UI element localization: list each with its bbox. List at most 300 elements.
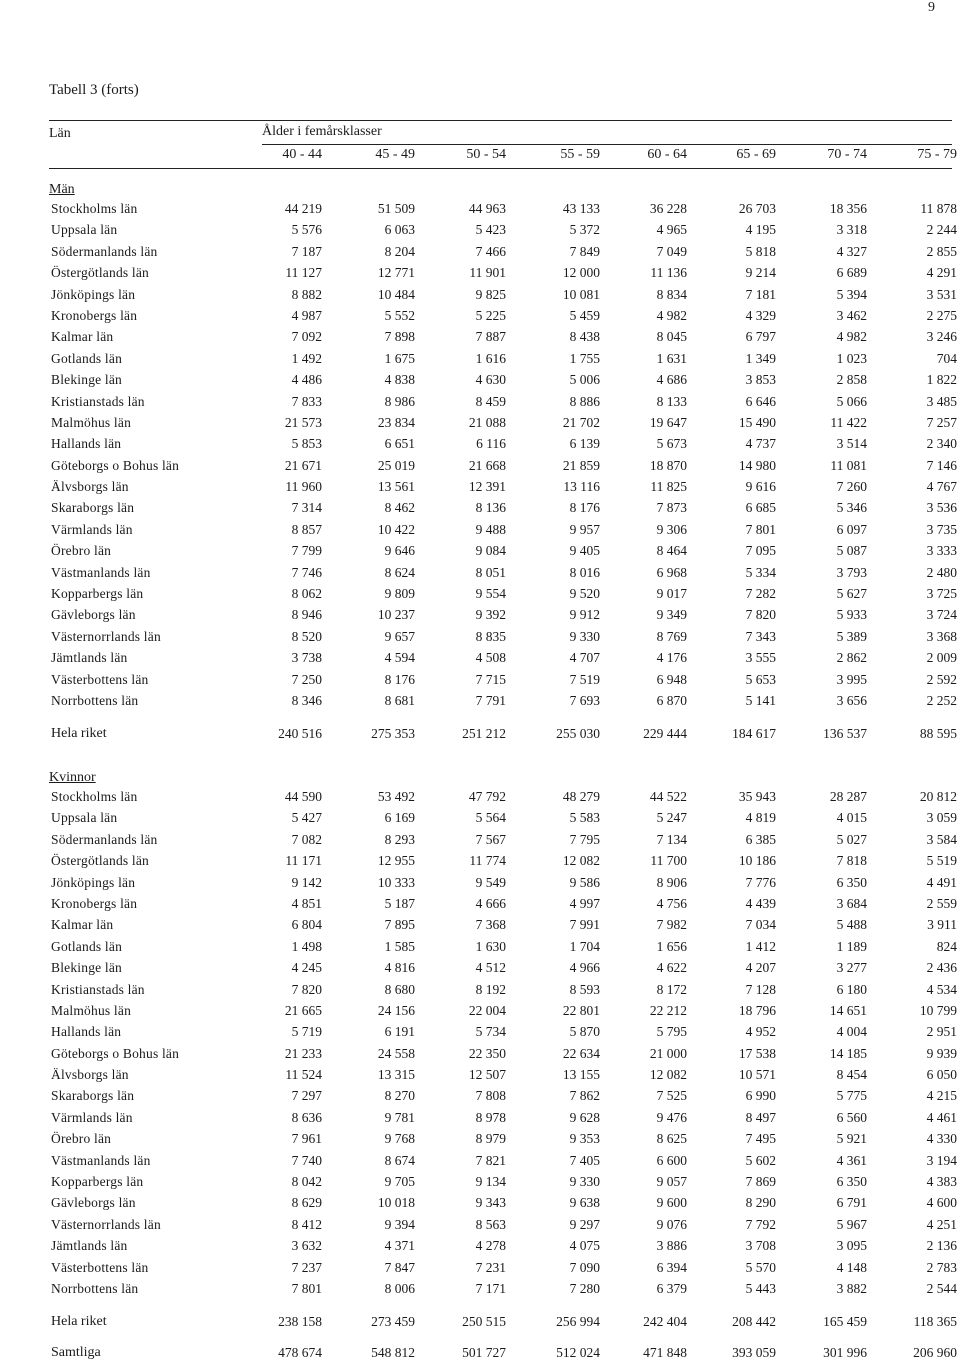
table-cell: 20 812: [919, 789, 957, 804]
table-cell: 2 855: [926, 243, 957, 259]
table-cell: 12 955: [377, 853, 415, 869]
county-name: Norrbottens län: [51, 1280, 139, 1296]
total-cell: 273 459: [371, 1314, 415, 1329]
table-cell: 1 755: [569, 350, 600, 366]
table-cell: 7 405: [569, 1152, 600, 1168]
table-cell: 7 818: [836, 853, 867, 869]
table-cell: 8 136: [475, 500, 506, 516]
table-cell: 4 622: [656, 960, 687, 976]
table-cell: 5 027: [836, 831, 867, 847]
table-cell: 4 075: [569, 1238, 600, 1254]
table-cell: 3 995: [836, 671, 867, 687]
table-cell: 7 092: [291, 329, 322, 345]
table-cell: 11 878: [920, 201, 957, 216]
table-cell: 4 737: [745, 436, 776, 452]
table-cell: 5 570: [745, 1259, 776, 1275]
table-cell: 4 997: [569, 895, 600, 911]
county-name: Västerbottens län: [51, 1259, 149, 1275]
table-row: [0, 586, 960, 607]
table-cell: 4 383: [926, 1174, 957, 1190]
table-cell: 3 536: [926, 500, 957, 516]
table-cell: 8 769: [656, 628, 687, 644]
total-cell: 255 030: [556, 726, 600, 741]
total-cell: 242 404: [643, 1314, 687, 1329]
table-cell: 7 090: [569, 1259, 600, 1275]
table-cell: 7 715: [475, 671, 506, 687]
total-cell: 478 674: [278, 1345, 322, 1360]
table-cell: 8 270: [384, 1088, 415, 1104]
table-row: [0, 308, 960, 329]
section-label-women: Kvinnor: [49, 770, 96, 785]
county-name: Kopparbergs län: [51, 586, 144, 602]
table-row: [0, 1131, 960, 1152]
table-row: [0, 394, 960, 415]
table-cell: 1 822: [926, 372, 957, 388]
table-cell: 8 016: [569, 564, 600, 580]
table-cell: 14 185: [829, 1045, 867, 1061]
county-name: Kristianstads län: [51, 981, 145, 997]
table-cell: 4 666: [475, 895, 506, 911]
table-cell: 9 330: [569, 628, 600, 644]
table-cell: 9 349: [656, 607, 687, 623]
table-cell: 5 795: [656, 1024, 687, 1040]
county-name: Västmanlands län: [51, 564, 151, 580]
age-group-header: 75 - 79: [917, 147, 957, 162]
table-row: [0, 543, 960, 564]
table-cell: 5 967: [836, 1216, 867, 1232]
age-group-header: 45 - 49: [375, 147, 415, 162]
total-cell: 165 459: [823, 1314, 867, 1329]
table-cell: 7 693: [569, 692, 600, 708]
county-name: Östergötlands län: [51, 265, 150, 281]
table-cell: 12 082: [649, 1067, 687, 1083]
table-cell: 9 646: [384, 543, 415, 559]
table-cell: 7 898: [384, 329, 415, 345]
table-cell: 8 204: [384, 243, 415, 259]
table-row: [0, 1260, 960, 1281]
county-name: Uppsala län: [51, 222, 118, 238]
table-cell: 4 278: [475, 1238, 506, 1254]
table-cell: 14 651: [829, 1002, 867, 1018]
table-cell: 5 346: [836, 500, 867, 516]
table-cell: 4 965: [656, 222, 687, 238]
total-cell: 238 158: [278, 1314, 322, 1329]
table-cell: 4 207: [745, 960, 776, 976]
table-cell: 8 290: [745, 1195, 776, 1211]
women-total-row: [0, 1314, 960, 1336]
table-cell: 8 176: [384, 671, 415, 687]
table-cell: 4 461: [926, 1109, 957, 1125]
table-cell: 44 590: [284, 789, 322, 804]
table-row: [0, 415, 960, 436]
table-cell: 7 895: [384, 917, 415, 933]
table-cell: 4 838: [384, 372, 415, 388]
table-cell: 4 966: [569, 960, 600, 976]
county-name: Värmlands län: [51, 521, 133, 537]
table-row: [0, 939, 960, 960]
table-cell: 25 019: [377, 457, 415, 473]
table-cell: 6 063: [384, 222, 415, 238]
table-cell: 1 498: [291, 938, 322, 954]
header-col-lan: Län: [49, 126, 71, 141]
table-cell: 9 017: [656, 586, 687, 602]
table-cell: 9 297: [569, 1216, 600, 1232]
table-cell: 5 653: [745, 671, 776, 687]
table-cell: 53 492: [377, 789, 415, 804]
table-cell: 8 636: [291, 1109, 322, 1125]
table-cell: 5 427: [291, 810, 322, 826]
table-cell: 22 212: [649, 1002, 687, 1018]
table-cell: 22 004: [468, 1002, 506, 1018]
table-cell: 12 000: [562, 265, 600, 281]
table-cell: 5 818: [745, 243, 776, 259]
table-cell: 7 368: [475, 917, 506, 933]
table-cell: 6 646: [745, 393, 776, 409]
total-cell: 251 212: [462, 726, 506, 741]
table-cell: 43 133: [562, 201, 600, 216]
table-cell: 1 630: [475, 938, 506, 954]
table-cell: 2 544: [926, 1280, 957, 1296]
table-row: [0, 1174, 960, 1195]
table-row: [0, 960, 960, 981]
table-cell: 7 187: [291, 243, 322, 259]
table-cell: 1 704: [569, 938, 600, 954]
table-cell: 3 194: [926, 1152, 957, 1168]
table-cell: 7 128: [745, 981, 776, 997]
table-cell: 5 602: [745, 1152, 776, 1168]
table-cell: 5 734: [475, 1024, 506, 1040]
county-name: Älvsborgs län: [51, 479, 129, 495]
table-cell: 8 454: [836, 1067, 867, 1083]
table-cell: 6 169: [384, 810, 415, 826]
county-name: Kronobergs län: [51, 307, 138, 323]
table-row: [0, 853, 960, 874]
table-cell: 22 634: [562, 1045, 600, 1061]
county-name: Blekinge län: [51, 960, 123, 976]
table-cell: 4 491: [926, 874, 957, 890]
county-name: Kronobergs län: [51, 895, 138, 911]
total-label: Hela riket: [51, 726, 107, 741]
table-cell: 7 034: [745, 917, 776, 933]
table-cell: 24 558: [377, 1045, 415, 1061]
county-name: Västmanlands län: [51, 1152, 151, 1168]
table-cell: 3 735: [926, 521, 957, 537]
table-cell: 7 961: [291, 1131, 322, 1147]
table-cell: 11 901: [469, 265, 506, 281]
table-cell: 8 346: [291, 692, 322, 708]
table-row: [0, 693, 960, 714]
table-cell: 4 361: [836, 1152, 867, 1168]
table-cell: 7 082: [291, 831, 322, 847]
age-header-row: [0, 147, 960, 167]
table-cell: 7 801: [291, 1280, 322, 1296]
table-cell: 8 520: [291, 628, 322, 644]
table-cell: 6 870: [656, 692, 687, 708]
table-cell: 18 796: [738, 1002, 776, 1018]
table-cell: 8 629: [291, 1195, 322, 1211]
table-cell: 9 939: [926, 1045, 957, 1061]
county-name: Älvsborgs län: [51, 1067, 129, 1083]
table-cell: 7 982: [656, 917, 687, 933]
table-cell: 2 480: [926, 564, 957, 580]
table-cell: 7 146: [926, 457, 957, 473]
county-name: Gävleborgs län: [51, 607, 136, 623]
table-cell: 24 156: [377, 1002, 415, 1018]
total-cell: 471 848: [643, 1345, 687, 1360]
table-row: [0, 244, 960, 265]
table-cell: 1 189: [836, 938, 867, 954]
table-cell: 8 497: [745, 1109, 776, 1125]
table-cell: 5 583: [569, 810, 600, 826]
table-cell: 9 616: [745, 479, 776, 495]
table-cell: 5 334: [745, 564, 776, 580]
table-cell: 7 869: [745, 1174, 776, 1190]
table-cell: 8 882: [291, 286, 322, 302]
table-row: [0, 650, 960, 671]
table-cell: 22 801: [562, 1002, 600, 1018]
table-cell: 8 176: [569, 500, 600, 516]
table-cell: 9 392: [475, 607, 506, 623]
table-cell: 8 459: [475, 393, 506, 409]
table-cell: 1 675: [384, 350, 415, 366]
table-row: [0, 789, 960, 810]
table-cell: 10 018: [377, 1195, 415, 1211]
table-cell: 6 394: [656, 1259, 687, 1275]
table-cell: 44 522: [649, 789, 687, 804]
table-cell: 5 627: [836, 586, 867, 602]
table-cell: 6 385: [745, 831, 776, 847]
table-cell: 10 422: [377, 521, 415, 537]
table-row: [0, 479, 960, 500]
table-cell: 4 291: [926, 265, 957, 281]
table-cell: 3 368: [926, 628, 957, 644]
table-cell: 21 233: [284, 1045, 322, 1061]
table-cell: 5 552: [384, 307, 415, 323]
county-name: Örebro län: [51, 1131, 112, 1147]
table-cell: 5 225: [475, 307, 506, 323]
table-cell: 12 771: [377, 265, 415, 281]
table-cell: 21 859: [562, 457, 600, 473]
table-cell: 7 314: [291, 500, 322, 516]
total-cell: 301 996: [823, 1345, 867, 1360]
table-cell: 4 371: [384, 1238, 415, 1254]
table-cell: 9 705: [384, 1174, 415, 1190]
table-cell: 2 244: [926, 222, 957, 238]
total-cell: 118 365: [913, 1314, 957, 1329]
table-cell: 4 594: [384, 650, 415, 666]
table-cell: 6 050: [926, 1067, 957, 1083]
table-cell: 1 492: [291, 350, 322, 366]
table-cell: 3 911: [927, 917, 957, 933]
total-label: Hela riket: [51, 1314, 107, 1329]
table-cell: 3 485: [926, 393, 957, 409]
table-cell: 5 719: [291, 1024, 322, 1040]
table-cell: 1 412: [745, 938, 776, 954]
age-group-header: 40 - 44: [282, 147, 322, 162]
total-cell: 501 727: [462, 1345, 506, 1360]
total-cell: 548 812: [371, 1345, 415, 1360]
county-name: Gotlands län: [51, 938, 123, 954]
table-cell: 5 247: [656, 810, 687, 826]
table-cell: 2 275: [926, 307, 957, 323]
table-cell: 11 136: [650, 265, 687, 281]
table-cell: 6 797: [745, 329, 776, 345]
table-cell: 2 783: [926, 1259, 957, 1275]
table-cell: 18 356: [829, 201, 867, 216]
county-name: Hallands län: [51, 1024, 122, 1040]
table-cell: 11 700: [650, 853, 687, 869]
table-cell: 4 251: [926, 1216, 957, 1232]
table-cell: 21 671: [284, 457, 322, 473]
table-row: [0, 672, 960, 693]
table-row: [0, 287, 960, 308]
table-cell: 7 808: [475, 1088, 506, 1104]
table-cell: 1 631: [656, 350, 687, 366]
table-cell: 7 280: [569, 1280, 600, 1296]
county-name: Västernorrlands län: [51, 628, 161, 644]
table-cell: 5 006: [569, 372, 600, 388]
age-group-header: 65 - 69: [736, 147, 776, 162]
table-cell: 5 187: [384, 895, 415, 911]
table-cell: 9 957: [569, 521, 600, 537]
table-row: [0, 832, 960, 853]
county-name: Kopparbergs län: [51, 1174, 144, 1190]
table-cell: 9 586: [569, 874, 600, 890]
table-cell: 7 525: [656, 1088, 687, 1104]
table-cell: 7 792: [745, 1216, 776, 1232]
county-name: Västernorrlands län: [51, 1216, 161, 1232]
county-name: Göteborgs o Bohus län: [51, 457, 180, 473]
table-cell: 7 171: [475, 1280, 506, 1296]
table-row: [0, 896, 960, 917]
total-cell: 512 024: [556, 1345, 600, 1360]
table-cell: 8 624: [384, 564, 415, 580]
table-cell: 4 534: [926, 981, 957, 997]
county-name: Skaraborgs län: [51, 1088, 135, 1104]
table-cell: 12 391: [468, 479, 506, 495]
table-cell: 7 567: [475, 831, 506, 847]
table-row: [0, 1024, 960, 1045]
table-cell: 21 573: [284, 414, 322, 430]
table-cell: 8 051: [475, 564, 506, 580]
county-name: Göteborgs o Bohus län: [51, 1045, 180, 1061]
table-cell: 5 389: [836, 628, 867, 644]
table-row: [0, 1003, 960, 1024]
table-cell: 9 657: [384, 628, 415, 644]
table-cell: 3 095: [836, 1238, 867, 1254]
table-cell: 4 215: [926, 1088, 957, 1104]
county-name: Kalmar län: [51, 917, 114, 933]
women-rows: [0, 789, 960, 1302]
county-name: Uppsala län: [51, 810, 118, 826]
table-cell: 7 820: [745, 607, 776, 623]
table-cell: 4 600: [926, 1195, 957, 1211]
table-cell: 8 681: [384, 692, 415, 708]
table-cell: 3 531: [926, 286, 957, 302]
table-cell: 9 306: [656, 521, 687, 537]
total-cell: 184 617: [732, 726, 776, 741]
county-name: Gotlands län: [51, 350, 123, 366]
table-cell: 3 886: [656, 1238, 687, 1254]
table-row: [0, 329, 960, 350]
table-cell: 10 186: [738, 853, 776, 869]
table-cell: 4 508: [475, 650, 506, 666]
table-cell: 11 081: [830, 457, 867, 473]
table-cell: 7 833: [291, 393, 322, 409]
total-cell: 275 353: [371, 726, 415, 741]
table-row: [0, 1217, 960, 1238]
table-cell: 2 858: [836, 372, 867, 388]
table-cell: 10 237: [377, 607, 415, 623]
table-cell: 4 015: [836, 810, 867, 826]
table-cell: 8 835: [475, 628, 506, 644]
county-name: Malmöhus län: [51, 1002, 132, 1018]
table-cell: 8 625: [656, 1131, 687, 1147]
table-cell: 5 488: [836, 917, 867, 933]
table-cell: 4 756: [656, 895, 687, 911]
table-cell: 5 394: [836, 286, 867, 302]
table-cell: 4 630: [475, 372, 506, 388]
table-cell: 5 519: [926, 853, 957, 869]
county-name: Stockholms län: [51, 789, 138, 804]
table-row: [0, 265, 960, 286]
table-cell: 8 062: [291, 586, 322, 602]
total-cell: 208 442: [732, 1314, 776, 1329]
table-cell: 3 318: [836, 222, 867, 238]
table-cell: 4 245: [291, 960, 322, 976]
table-row: [0, 1238, 960, 1259]
table-cell: 3 555: [745, 650, 776, 666]
table-row: [0, 351, 960, 372]
table-row: [0, 982, 960, 1003]
table-cell: 5 066: [836, 393, 867, 409]
table-cell: 9 343: [475, 1195, 506, 1211]
table-cell: 8 834: [656, 286, 687, 302]
table-cell: 9 520: [569, 586, 600, 602]
table-cell: 6 791: [836, 1195, 867, 1211]
table-cell: 48 279: [562, 789, 600, 804]
table-cell: 5 564: [475, 810, 506, 826]
table-cell: 4 987: [291, 307, 322, 323]
table-row: [0, 500, 960, 521]
table-cell: 4 707: [569, 650, 600, 666]
table-cell: 7 799: [291, 543, 322, 559]
table-cell: 5 576: [291, 222, 322, 238]
table-cell: 7 887: [475, 329, 506, 345]
table-cell: 7 495: [745, 1131, 776, 1147]
table-cell: 7 049: [656, 243, 687, 259]
table-cell: 7 297: [291, 1088, 322, 1104]
table-row: [0, 875, 960, 896]
table-cell: 9 638: [569, 1195, 600, 1211]
table-cell: 7 466: [475, 243, 506, 259]
table-cell: 5 141: [745, 692, 776, 708]
table-cell: 11 127: [285, 265, 322, 281]
table-cell: 2 252: [926, 692, 957, 708]
table-row: [0, 1281, 960, 1302]
table-cell: 8 192: [475, 981, 506, 997]
table-cell: 4 330: [926, 1131, 957, 1147]
table-title: Tabell 3 (forts): [49, 82, 139, 98]
table-cell: 7 776: [745, 874, 776, 890]
table-cell: 3 724: [926, 607, 957, 623]
table-cell: 4 486: [291, 372, 322, 388]
table-row: [0, 1067, 960, 1088]
men-total-row: [0, 726, 960, 748]
table-cell: 7 820: [291, 981, 322, 997]
table-cell: 5 853: [291, 436, 322, 452]
table-row: [0, 810, 960, 831]
